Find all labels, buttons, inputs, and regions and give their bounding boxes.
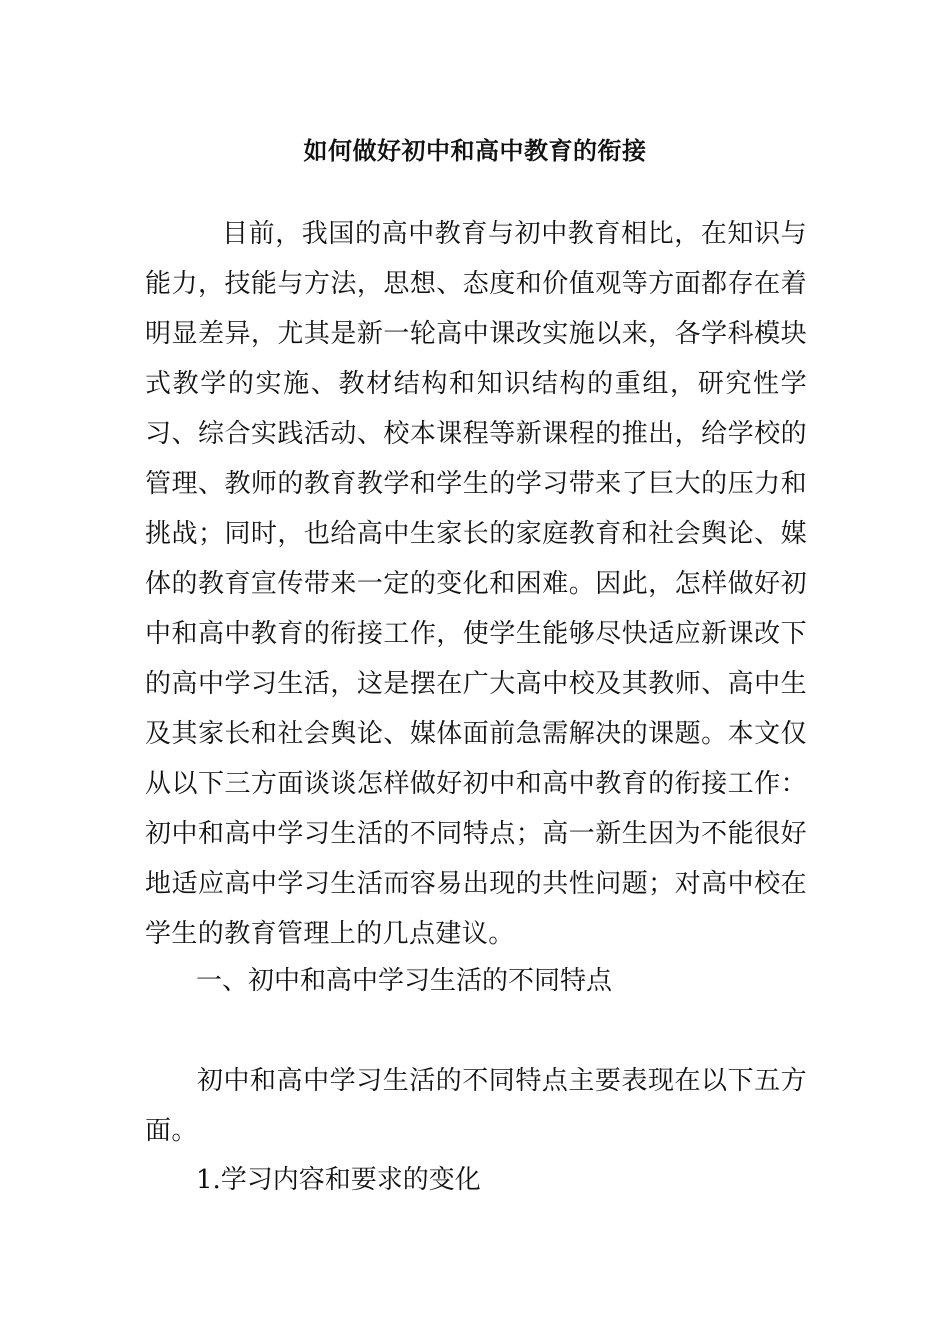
document-title: 如何做好初中和高中教育的衔接 (303, 136, 647, 166)
section-1-paragraph: 初中和高中学习生活的不同特点主要表现在以下五方面。 (145, 1066, 807, 1146)
subheading-1-1: 1.学习内容和要求的变化 (196, 1165, 481, 1195)
section-heading-1: 一、初中和高中学习生活的不同特点 (196, 966, 613, 996)
intro-paragraph: 目前，我国的高中教育与初中教育相比，在知识与能力，技能与方法，思想、态度和价值观等方面都存在着明显差异，尤其是新一轮高中课改实施以来，各学科模块式教学的实施、教材结构和知识结构的重组，研究性学习、综合实践活动、校本课程等新课程的推出，给学校的管理、教师的教育教学和学生的学习带来了巨大的压力和挑战；同时，也给高中生家长的家庭教育和社会舆论、媒体的教育宣传带来一定的变化和困难。因此，怎样做好初中和高中教育的衔接工作，使学生能够尽快适应新课改下的高中学习生活，这是摆在广大高中校及其教师、高中生及其家长和社会舆论、媒体面前急需解决的课题。本文仅从以下三方面谈谈怎样做好初中和高中教育的衔接工作：初中和高中学习生活的不同特点；高一新生因为不能很好地适应高中学习生活而容易出现的共性问题；对高中校在学生的教育管理上的几点建议。 (145, 219, 807, 949)
